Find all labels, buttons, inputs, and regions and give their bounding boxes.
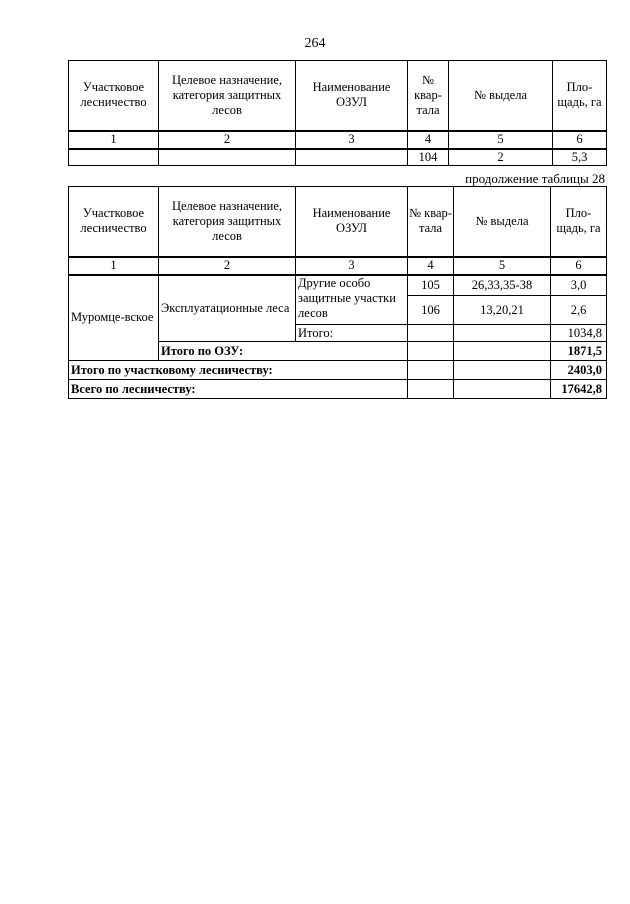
column-number: 3 [296,131,408,149]
column-number: 5 [454,257,551,275]
total-district-label: Итого по участковому лесничеству: [69,361,408,380]
column-number: 4 [408,257,454,275]
empty-cell [454,361,551,380]
empty-cell [408,325,454,342]
forest-table-part-2 [68,186,607,399]
empty-cell [454,342,551,361]
column-number: 6 [553,131,607,149]
empty-cell [408,361,454,380]
column-number: 6 [551,257,607,275]
header-plot: № выдела [454,187,551,257]
cell-area: 2,6 [551,296,607,325]
column-number: 2 [159,131,296,149]
empty-cell [408,342,454,361]
column-number: 5 [449,131,553,149]
total-ozu-area: 1871,5 [551,342,607,361]
subtotal-area: 1034,8 [551,325,607,342]
header-area: Пло-щадь, га [551,187,607,257]
column-number: 2 [159,257,296,275]
grand-total-area: 17642,8 [551,380,607,399]
table-row [69,149,607,166]
subtotal-label: Итого: [296,325,408,342]
empty-cell [454,325,551,342]
cell-plot: 26,33,35-38 [454,275,551,296]
column-number: 4 [408,131,449,149]
header-purpose: Целевое назначение, категория защитных лесов [159,61,296,131]
cell-ozul-name: Другие особо защитные участки лесов [296,275,408,325]
cell-plot: 13,20,21 [454,296,551,325]
total-district-area: 2403,0 [551,361,607,380]
cell-plot: 2 [449,149,553,166]
grand-total-label: Всего по лесничеству: [69,380,408,399]
empty-cell [454,380,551,399]
empty-cell [408,380,454,399]
cell-ozul-name [296,149,408,166]
total-district-row [69,361,607,380]
column-number: 3 [296,257,408,275]
cell-area: 3,0 [551,275,607,296]
cell-purpose [159,149,296,166]
header-purpose: Целевое назначение, категория защитных лесов [159,187,296,257]
grand-total-row [69,380,607,399]
header-ozul-name: Наименование ОЗУЛ [296,187,408,257]
header-forestry: Участковое лесничество [69,61,159,131]
cell-quarter: 106 [408,296,454,325]
cell-quarter: 104 [408,149,449,166]
header-forestry: Участковое лесничество [69,187,159,257]
total-ozu-label: Итого по ОЗУ: [159,342,408,361]
cell-purpose: Эксплуатационные леса [159,275,296,342]
forest-table-part-1 [68,60,607,166]
continuation-label: продолжение таблицы 28 [465,171,605,186]
header-quarter: № квар-тала [408,61,449,131]
table-row [69,275,607,296]
header-area: Пло-щадь, га [553,61,607,131]
cell-forestry [69,149,159,166]
cell-forestry: Муромце-вское [69,275,159,361]
cell-quarter: 105 [408,275,454,296]
header-ozul-name: Наименование ОЗУЛ [296,61,408,131]
cell-area: 5,3 [553,149,607,166]
page-number: 264 [304,36,326,51]
header-quarter: № квар-тала [408,187,454,257]
column-number: 1 [69,131,159,149]
column-number: 1 [69,257,159,275]
header-plot: № выдела [449,61,553,131]
